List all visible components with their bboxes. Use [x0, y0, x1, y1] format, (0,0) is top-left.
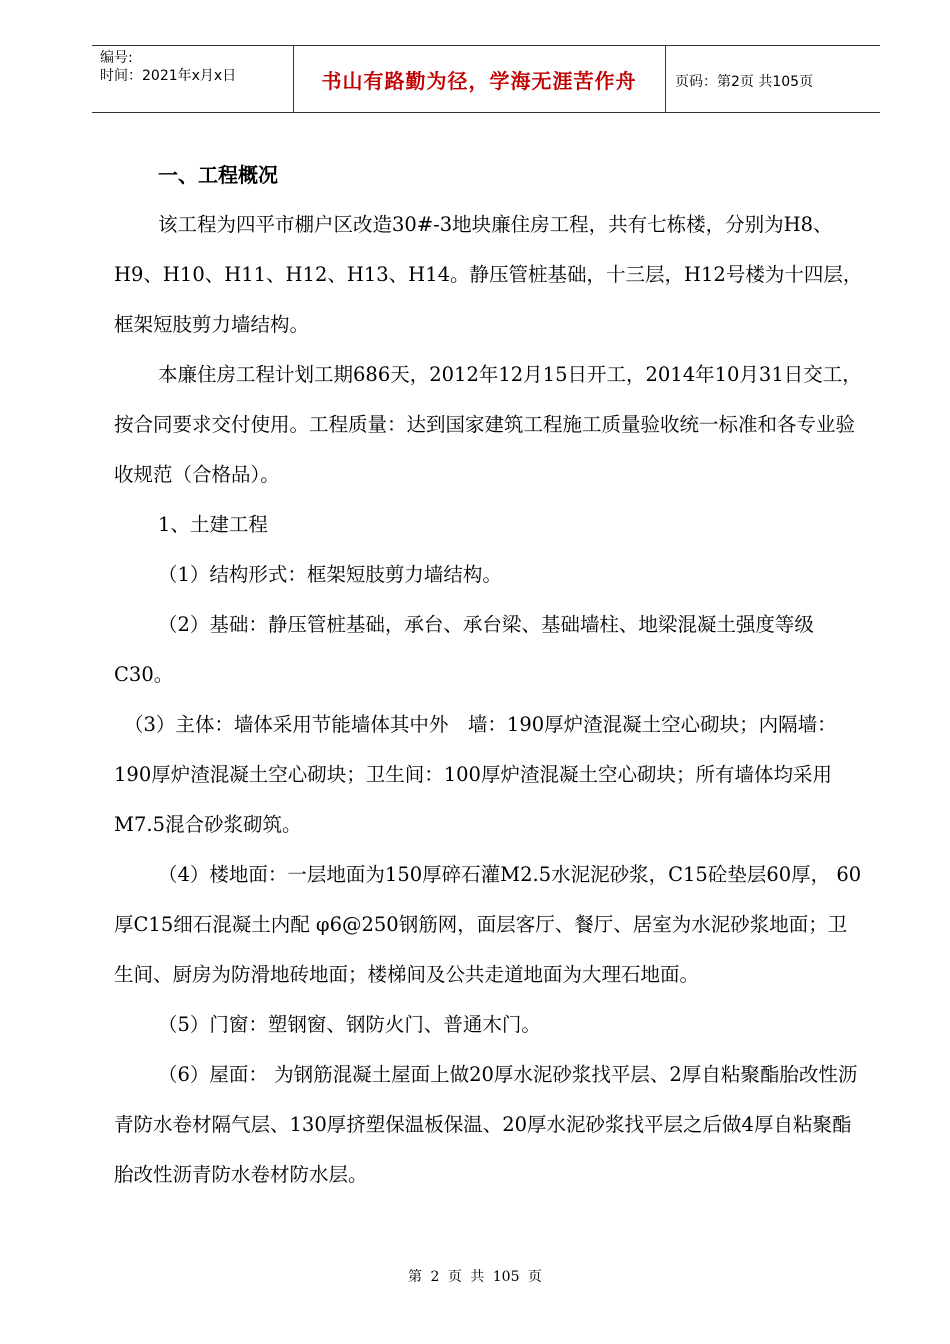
page-footer: 第 2 页 共 105 页	[408, 1269, 542, 1285]
item-roof: （6）屋面： 为钢筋混凝土屋面上做20厚水泥砂浆找平层、2厚自粘聚酯胎改性沥青防水卷材隔气层、130厚挤塑保温板保温、20厚水泥砂浆找平层之后做4厚自粘聚酯胎改性沥青防水卷材防水层。	[114, 1063, 858, 1186]
document-body	[114, 150, 864, 1200]
item-main-body: （3）主体：墙体采用节能墙体其中外 墙：190厚炉渣混凝土空心砌块；内隔墙：190厚炉渣混凝土空心砌块；卫生间：100厚炉渣混凝土空心砌块；所有墙体均采用M7.5混合砂浆砌筑。	[114, 713, 837, 836]
header-page-info: 页码：第2页 共105页	[675, 74, 814, 90]
item-doors-windows: （5）门窗：塑钢窗、钢防火门、普通木门。	[158, 1013, 541, 1036]
serial-label: 编号:	[100, 50, 133, 66]
time-label: 时间：2021年x月x日	[100, 68, 237, 84]
item-structure: （1）结构形式：框架短肢剪力墙结构。	[158, 563, 502, 586]
header-meta	[100, 49, 236, 85]
paragraph-schedule: 本廉住房工程计划工期686天，2012年12月15日开工，2014年10月31日交工，按合同要求交付使用。工程质量：达到国家建筑工程施工质量验收统一标准和各专业验收规范（合格品）。	[114, 363, 862, 486]
header-bottom-rule	[92, 112, 880, 113]
header-top-rule	[92, 45, 880, 46]
item-foundation: （2）基础：静压管桩基础，承台、承台梁、基础墙柱、地梁混凝土强度等级C30。	[114, 613, 814, 686]
header-divider-right	[665, 45, 666, 112]
subheading-civil-works: 1、土建工程	[158, 513, 268, 536]
item-floors: （4）楼地面：一层地面为150厚碎石灌M2.5水泥泥砂浆，C15砼垫层60厚， 60厚C15细石混凝土内配 φ6@250钢筋网，面层客厅、餐厅、居室为水泥砂浆地面；卫生间、厨房为防滑地砖地面；楼梯间及公共走道地面为大理石地面。	[114, 863, 862, 986]
section-heading: 一、工程概况	[158, 163, 278, 187]
paragraph-overview: 该工程为四平市棚户区改造30#-3地块廉住房工程，共有七栋楼，分别为H8、H9、H10、H11、H12、H13、H14。静压管桩基础，十三层，H12号楼为十四层，框架短肢剪力墙结构。	[114, 213, 863, 336]
header-motto: 书山有路勤为径，学海无涯苦作舟	[321, 69, 637, 93]
